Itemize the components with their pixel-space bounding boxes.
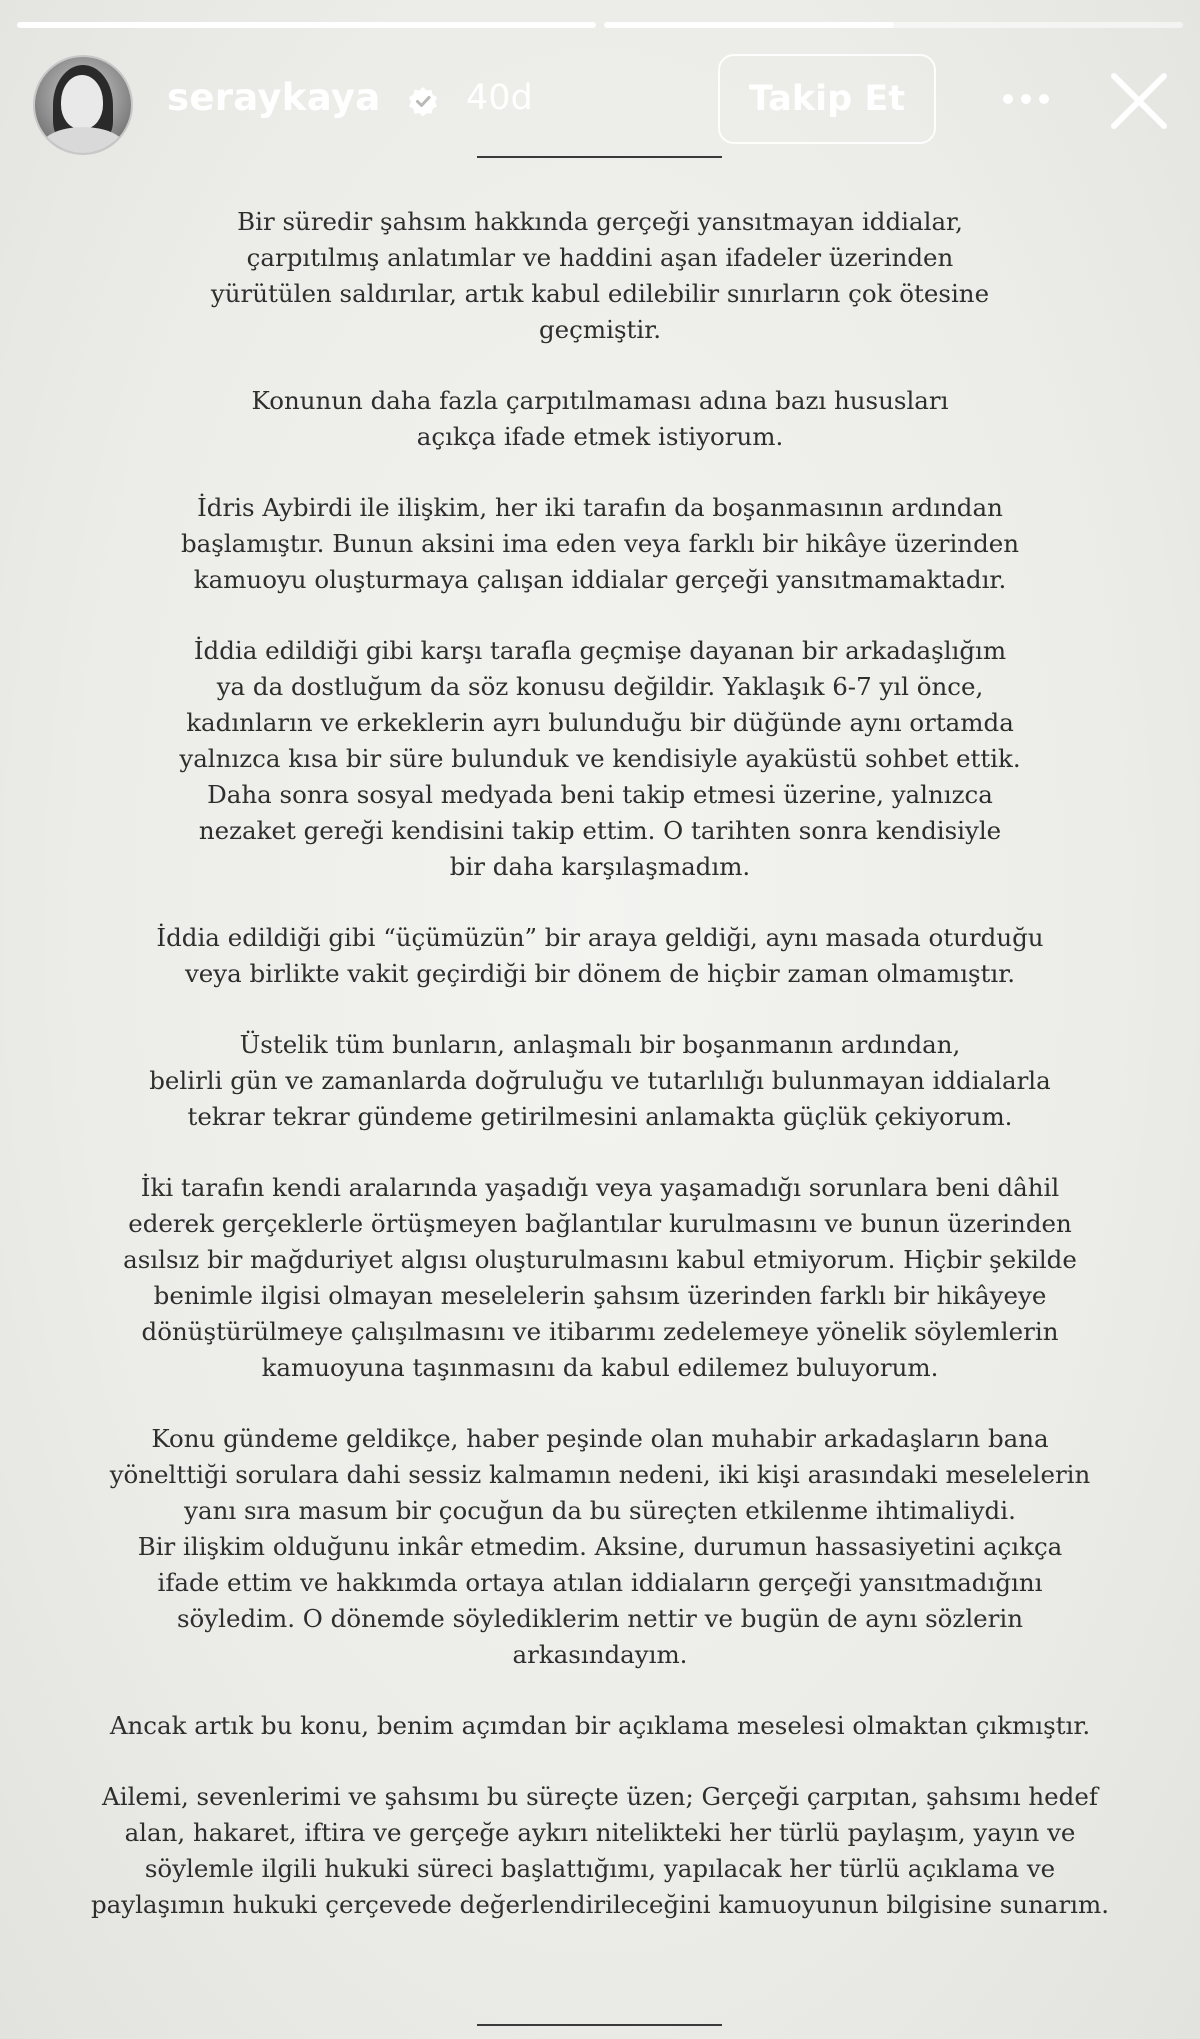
statement-paragraph: Konunun daha fazla çarpıtılmaması adına bazı hususları açıkça ifade etmek istiyorum.: [251, 386, 949, 451]
statement-paragraph: Konu gündeme geldikçe, haber peşinde olan muhabir arkadaşların bana yönelttiği sorulara dahi sessiz kalmamın nedeni, iki kişi arasındaki meselelerin yanı sıra masum bir çocuğun da bu süreçten etkilenme ihtimaliydi. Bir ilişkim olduğunu inkâr etmedim. Aksine, durumun hassasiyetini açıkça ifade ettim ve hakkımda ortaya atılan iddiaların gerçeği yansıtmadığını söyledim. O dönemde söylediklerim nettir ve bugün de aynı sözlerin arkasındayım.: [109, 1424, 1091, 1669]
avatar-shoulders: [41, 127, 125, 155]
bottom-divider: [477, 2024, 722, 2026]
statement-paragraph: Üstelik tüm bunların, anlaşmalı bir boşanmanın ardından, belirli gün ve zamanlarda doğruluğu ve tutarlılığı bulunmayan iddialarla tekrar tekrar gündeme getirilmesini anlamakta güçlük çekiyorum.: [149, 1030, 1051, 1131]
username[interactable]: seraykaya: [167, 76, 381, 119]
avatar[interactable]: [33, 55, 133, 155]
verified-badge-icon: [408, 86, 438, 116]
top-divider: [477, 156, 722, 158]
story-header: [33, 52, 1173, 148]
story-progress-segment: [17, 22, 596, 28]
story-progress-fill: [604, 22, 894, 28]
story-progress-segment: [604, 22, 1183, 28]
avatar-face: [61, 75, 103, 129]
statement-paragraph: İdris Aybirdi ile ilişkim, her iki tarafın da boşanmasının ardından başlamıştır. Bunun aksini ima eden veya farklı bir hikâye üzerinden kamuoyu oluşturmaya çalışan iddialar gerçeği yansıtmamaktadır.: [180, 493, 1020, 594]
statement-paragraph: Bir süredir şahsım hakkında gerçeği yansıtmayan iddialar, çarpıtılmış anlatımlar ve haddini aşan ifadeler üzerinden yürütülen saldırılar, artık kabul edilebilir sınırların çok ötesine geçmiştir.: [210, 207, 990, 344]
story-progress-fill: [17, 22, 596, 28]
post-time-ago: 40d: [466, 78, 533, 118]
more-dots-icon[interactable]: [996, 74, 1056, 124]
close-icon[interactable]: [1108, 70, 1170, 132]
statement-paragraph: İddia edildiği gibi karşı tarafla geçmişe dayanan bir arkadaşlığım ya da dostluğum da söz konusu değildir. Yaklaşık 6-7 yıl önce, kadınların ve erkeklerin ayrı bulunduğu bir düğünde aynı ortamda yalnızca kısa bir süre bulunduk ve kendisiyle ayaküstü sohbet ettik. Daha sonra sosyal medyada beni takip etmesi üzerine, yalnızca nezaket gereği kendisini takip ettim. O tarihten sonra kendisiyle bir daha karşılaşmadım.: [179, 636, 1021, 881]
statement-paragraph: Ailemi, sevenlerimi ve şahsımı bu süreçte üzen; Gerçeği çarpıtan, şahsımı hedef alan, hakaret, iftira ve gerçeğe aykırı nitelikteki her türlü paylaşım, yayın ve söylemle ilgili hukuki süreci başlattığımı, yapılacak her türlü açıklama ve paylaşımın hukuki çerçevede değerlendirileceğini kamuoyunun bilgisine sunarım.: [90, 1782, 1110, 1919]
statement-paragraph: İki tarafın kendi aralarında yaşadığı veya yaşamadığı sorunlara beni dâhil ederek gerçeklerle örtüşmeyen bağlantılar kurulmasını ve bunun üzerinden asılsız bir mağduriyet algısı oluşturulmasını kabul etmiyorum. Hiçbir şekilde benimle ilgisi olmayan meselelerin şahsım üzerinden farklı bir hikâyeye dönüştürülmeye çalışılmasını ve itibarımı zedelemeye yönelik söylemlerin kamuoyuna taşınmasını da kabul edilemez buluyorum.: [123, 1173, 1077, 1382]
statement-paragraph: Ancak artık bu konu, benim açımdan bir açıklama meselesi olmaktan çıkmıştır.: [109, 1711, 1091, 1740]
follow-button[interactable]: Takip Et: [718, 54, 936, 144]
story-progress-bars: [17, 22, 1183, 28]
statement-paragraph: İddia edildiği gibi “üçümüzün” bir araya geldiği, aynı masada oturduğu veya birlikte vakit geçirdiği bir dönem de hiçbir zaman olmamıştır.: [156, 923, 1044, 988]
statement-text: [80, 204, 1120, 1958]
